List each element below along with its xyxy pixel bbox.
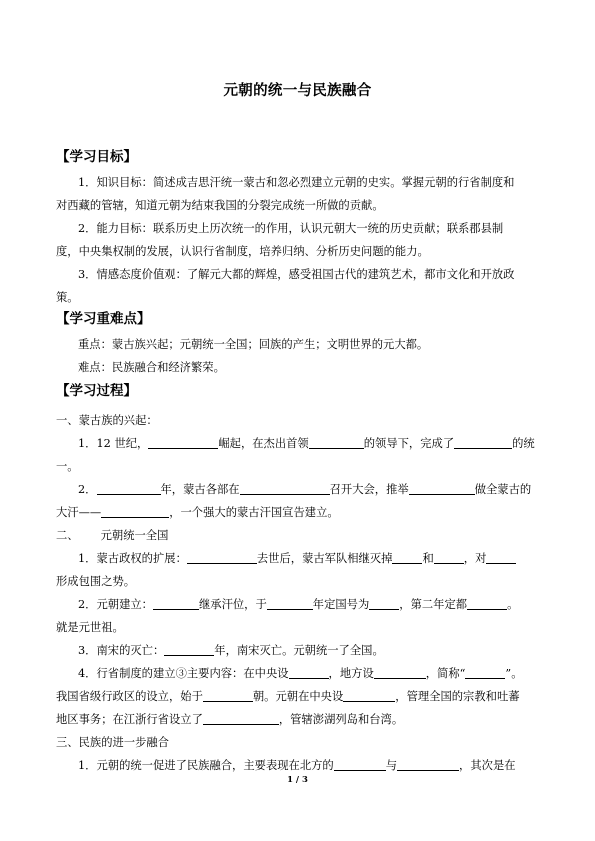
section-heading-key-points: 【学习重难点】 [56, 311, 151, 327]
process-heading-2 [56, 524, 542, 547]
goal-2-line-1: 2．能力目标：联系历史上历次统一的作用，认识元朝大一统的历史贡献；联系郡县制 [78, 222, 504, 235]
question-5-line-1 [56, 639, 564, 662]
text: 做全蒙古的 [474, 483, 532, 496]
fill-blank[interactable] [343, 688, 395, 702]
text: ，第二年定都 [399, 598, 468, 611]
fill-blank[interactable] [101, 504, 169, 518]
fill-blank[interactable] [392, 550, 422, 564]
fill-blank[interactable] [153, 596, 199, 610]
difficult-point-text: 难点：民族融合和经济繁荣。 [78, 361, 225, 374]
text: 的统 [512, 437, 535, 450]
text: ，其次是在 [459, 759, 516, 772]
goal-2-line-2: 度，中央集权制的发展，认识行省制度，培养归纳、分析历史问题的能力。 [56, 245, 429, 258]
fill-blank[interactable] [369, 596, 399, 610]
text: 我国省级行政区的设立，始于 [56, 690, 203, 703]
fill-blank[interactable] [465, 665, 505, 679]
fill-blank[interactable] [203, 711, 279, 725]
fill-blank[interactable] [148, 435, 218, 449]
text: 朝。元朝在中央设 [252, 690, 344, 703]
text: 1．12 世纪， [78, 437, 149, 450]
text: ，管理全国的宗教和吐蕃 [395, 690, 520, 703]
question-3-line-1 [56, 547, 564, 570]
document-title: 元朝的统一与民族融合 [223, 83, 372, 99]
fill-blank[interactable] [187, 550, 257, 564]
fill-blank[interactable] [203, 688, 253, 702]
text: 和 [422, 552, 434, 565]
text: 继承汗位，于 [198, 598, 267, 611]
text: 年，南宋灭亡。元朝统一了全国。 [214, 644, 384, 657]
text: ”。 [505, 667, 523, 680]
question-7-line-1 [56, 754, 564, 777]
question-6-line-2 [56, 685, 542, 708]
question-2-line-1 [56, 478, 564, 501]
text: 。 [507, 598, 519, 611]
fill-blank[interactable] [309, 435, 364, 449]
question-2-line-2 [56, 501, 542, 524]
text: 2．元朝建立： [78, 598, 153, 611]
text: 去世后，蒙古军队相继灭掉 [256, 552, 393, 565]
fill-blank[interactable] [334, 757, 386, 771]
question-1-line-1 [56, 432, 564, 455]
fill-blank[interactable] [164, 642, 214, 656]
fill-blank[interactable] [434, 550, 464, 564]
text: ，简称“ [425, 667, 466, 680]
text: 召开大会，推举 [329, 483, 409, 496]
text: 与 [385, 759, 398, 772]
page-number: 1 / 3 [287, 775, 308, 785]
text: ，对 [463, 552, 487, 565]
goal-1-line-2: 对西藏的管辖，知道元朝为结束我国的分裂完成统一所做的贡献。 [56, 199, 384, 212]
section-heading-goals: 【学习目标】 [56, 149, 137, 165]
process-heading-3: 三、民族的进一步融合 [56, 736, 169, 749]
section-heading-process: 【学习过程】 [56, 383, 137, 399]
text: 二、 [56, 529, 79, 542]
question-4-line-2: 就是元世祖。 [56, 621, 124, 634]
fill-blank[interactable] [97, 481, 161, 495]
text: 年，蒙古各部在 [160, 483, 240, 496]
fill-blank[interactable] [397, 757, 459, 771]
text: 1．蒙古政权的扩展： [78, 552, 187, 565]
goal-3-line-1: 3．情感态度价值观：了解元大都的辉煌，感受祖国古代的建筑艺术，都市文化和开放政 [78, 268, 515, 281]
fill-blank[interactable] [454, 435, 512, 449]
text: 1．元朝的统一促进了民族融合，主要表现在北方的 [78, 759, 334, 772]
fill-blank[interactable] [240, 481, 330, 495]
key-point-text: 重点：蒙古族兴起；元朝统一全国；回族的产生；文明世界的元大都。 [78, 338, 429, 351]
fill-blank[interactable] [409, 481, 475, 495]
text: 2． [78, 483, 97, 496]
text: ，管辖澎湖列岛和台湾。 [278, 713, 404, 726]
text: 地区事务；在江浙行省设立了 [56, 713, 203, 726]
question-4-line-1 [56, 593, 564, 616]
fill-blank[interactable] [374, 665, 426, 679]
text: ，地方设 [328, 667, 374, 680]
text: 的领导下，完成了 [363, 437, 455, 450]
question-1-line-2: 一。 [56, 460, 79, 473]
question-3-line-2: 形成包围之势。 [56, 575, 136, 588]
goal-3-line-2: 策。 [56, 291, 79, 304]
text: 大汗—— [56, 506, 102, 519]
question-6-line-1 [56, 662, 564, 685]
fill-blank[interactable] [289, 665, 329, 679]
text: 4．行省制度的建立③主要内容：在中央设 [78, 667, 289, 680]
text: 崛起，在杰出首领 [218, 437, 309, 450]
text: ，一个强大的蒙古汗国宣告建立。 [169, 506, 339, 519]
text: 元朝统一全国 [100, 529, 169, 542]
process-heading-1: 一、蒙古族的兴起： [56, 414, 158, 427]
text: 年定国号为 [312, 598, 370, 611]
goal-1-line-1: 1．知识目标：简述成吉思汗统一蒙古和忽必烈建立元朝的史实。掌握元朝的行省制度和 [78, 176, 515, 189]
fill-blank[interactable] [267, 596, 313, 610]
text: 3．南宋的灭亡： [78, 644, 165, 657]
fill-blank[interactable] [467, 596, 507, 610]
question-6-line-3 [56, 708, 542, 731]
fill-blank[interactable] [486, 550, 516, 564]
